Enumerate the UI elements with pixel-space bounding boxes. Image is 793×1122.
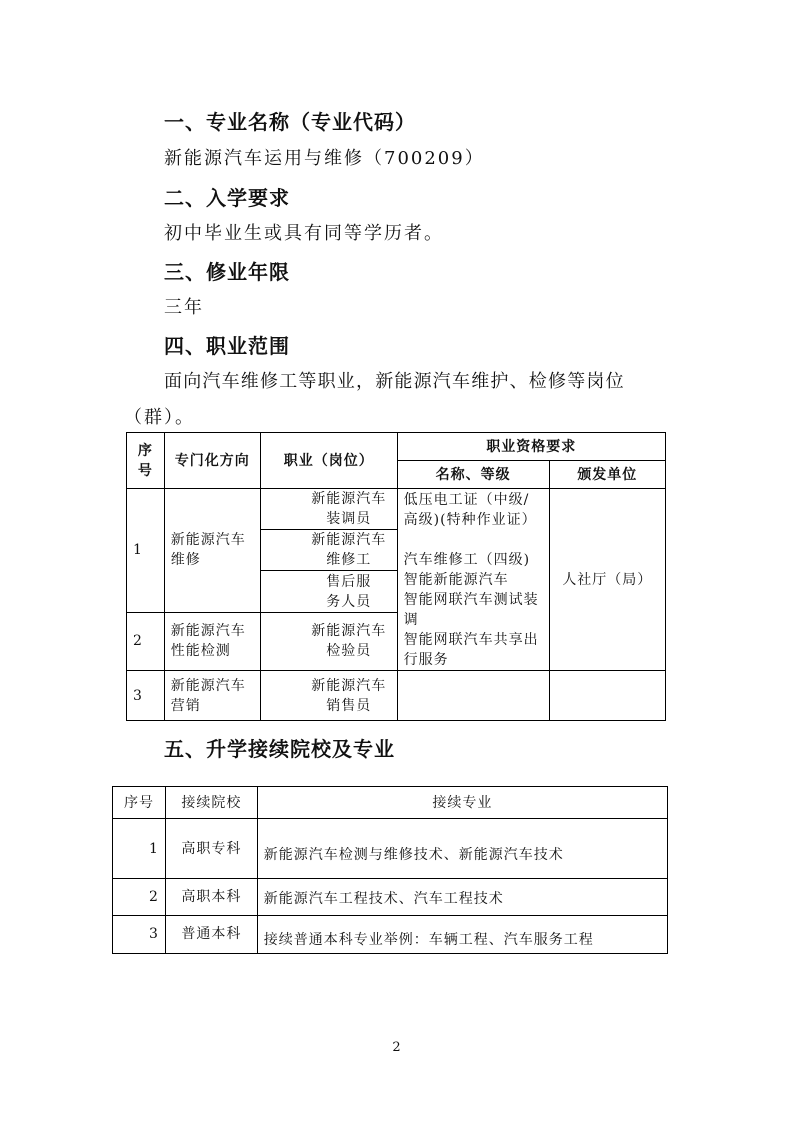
row-3-seq: 3: [127, 671, 165, 721]
header-major: 接续专业: [257, 787, 667, 819]
issuer-cell: 人社厅（局）: [549, 489, 665, 671]
section-5-heading: 五、升学接续院校及专业: [164, 737, 395, 761]
row-2-major: 新能源汽车工程技术、汽车工程技术: [257, 879, 667, 916]
section-1-body: 新能源汽车运用与维修（700209）: [164, 148, 485, 169]
row-3-school: 普通本科: [165, 916, 257, 954]
row-2-seq: 2: [127, 612, 165, 670]
certificates-cell: [397, 489, 549, 671]
section-4-body-line2: （群）。: [124, 407, 195, 428]
section-2-heading: 二、入学要求: [164, 186, 290, 210]
section-3-body: 三年: [164, 297, 204, 318]
row-1-position-1: 新能源汽车装调员: [260, 489, 397, 530]
section-3-heading: 三、修业年限: [164, 260, 290, 284]
row-1-position-2: 新能源汽车维修工: [260, 530, 397, 571]
certificate-2: 汽车维修工（四级): [403, 552, 531, 568]
header-school: 接续院校: [165, 787, 257, 819]
row-1-direction: 新能源汽车维修: [164, 489, 260, 613]
section-2-body: 初中毕业生或具有同等学历者。: [164, 223, 444, 244]
header-name-level: 名称、等级: [397, 461, 549, 489]
row-3-seq: 3: [113, 916, 166, 954]
row-2-school: 高职本科: [165, 879, 257, 916]
row-3-issuer-empty: [549, 671, 665, 721]
row-1-major: 新能源汽车检测与维修技术、新能源汽车技术: [257, 819, 667, 879]
row-2-position: 新能源汽车检验员: [260, 612, 397, 670]
section-4-heading: 四、职业范围: [164, 334, 290, 358]
row-3-major: 接续普通本科专业举例：车辆工程、汽车服务工程: [257, 916, 667, 954]
certificate-4: 智能网联汽车测试装调: [403, 592, 539, 628]
row-1-seq: 1: [113, 819, 166, 879]
row-2-seq: 2: [113, 879, 166, 916]
row-2-direction: 新能源汽车性能检测: [164, 612, 260, 670]
further-study-table: [112, 786, 668, 954]
header-direction: 专门化方向: [164, 433, 260, 489]
certificate-5: 智能网联汽车共享出行服务: [403, 632, 539, 668]
row-1-seq: 1: [127, 489, 165, 613]
section-1-heading: 一、专业名称（专业代码）: [164, 110, 416, 134]
header-position: 职业（岗位）: [260, 433, 397, 489]
header-qualification: 职业资格要求: [397, 433, 665, 461]
row-3-position: 新能源汽车销售员: [260, 671, 397, 721]
row-3-certificate-empty: [397, 671, 549, 721]
row-1-position-3: 售后服务人员: [260, 571, 397, 612]
section-4-body-line1: 面向汽车维修工等职业，新能源汽车维护、检修等岗位: [164, 371, 625, 392]
header-seq: 序号: [113, 787, 166, 819]
certificate-3: 智能新能源汽车: [403, 572, 509, 588]
header-issuer: 颁发单位: [549, 461, 665, 489]
header-seq: 序号: [127, 433, 165, 489]
career-table: [126, 432, 666, 721]
certificate-1: 低压电工证（中级/高级)(特种作业证）: [403, 492, 537, 528]
page-number: 2: [392, 1040, 401, 1055]
row-3-direction: 新能源汽车营销: [164, 671, 260, 721]
row-1-school: 高职专科: [165, 819, 257, 879]
